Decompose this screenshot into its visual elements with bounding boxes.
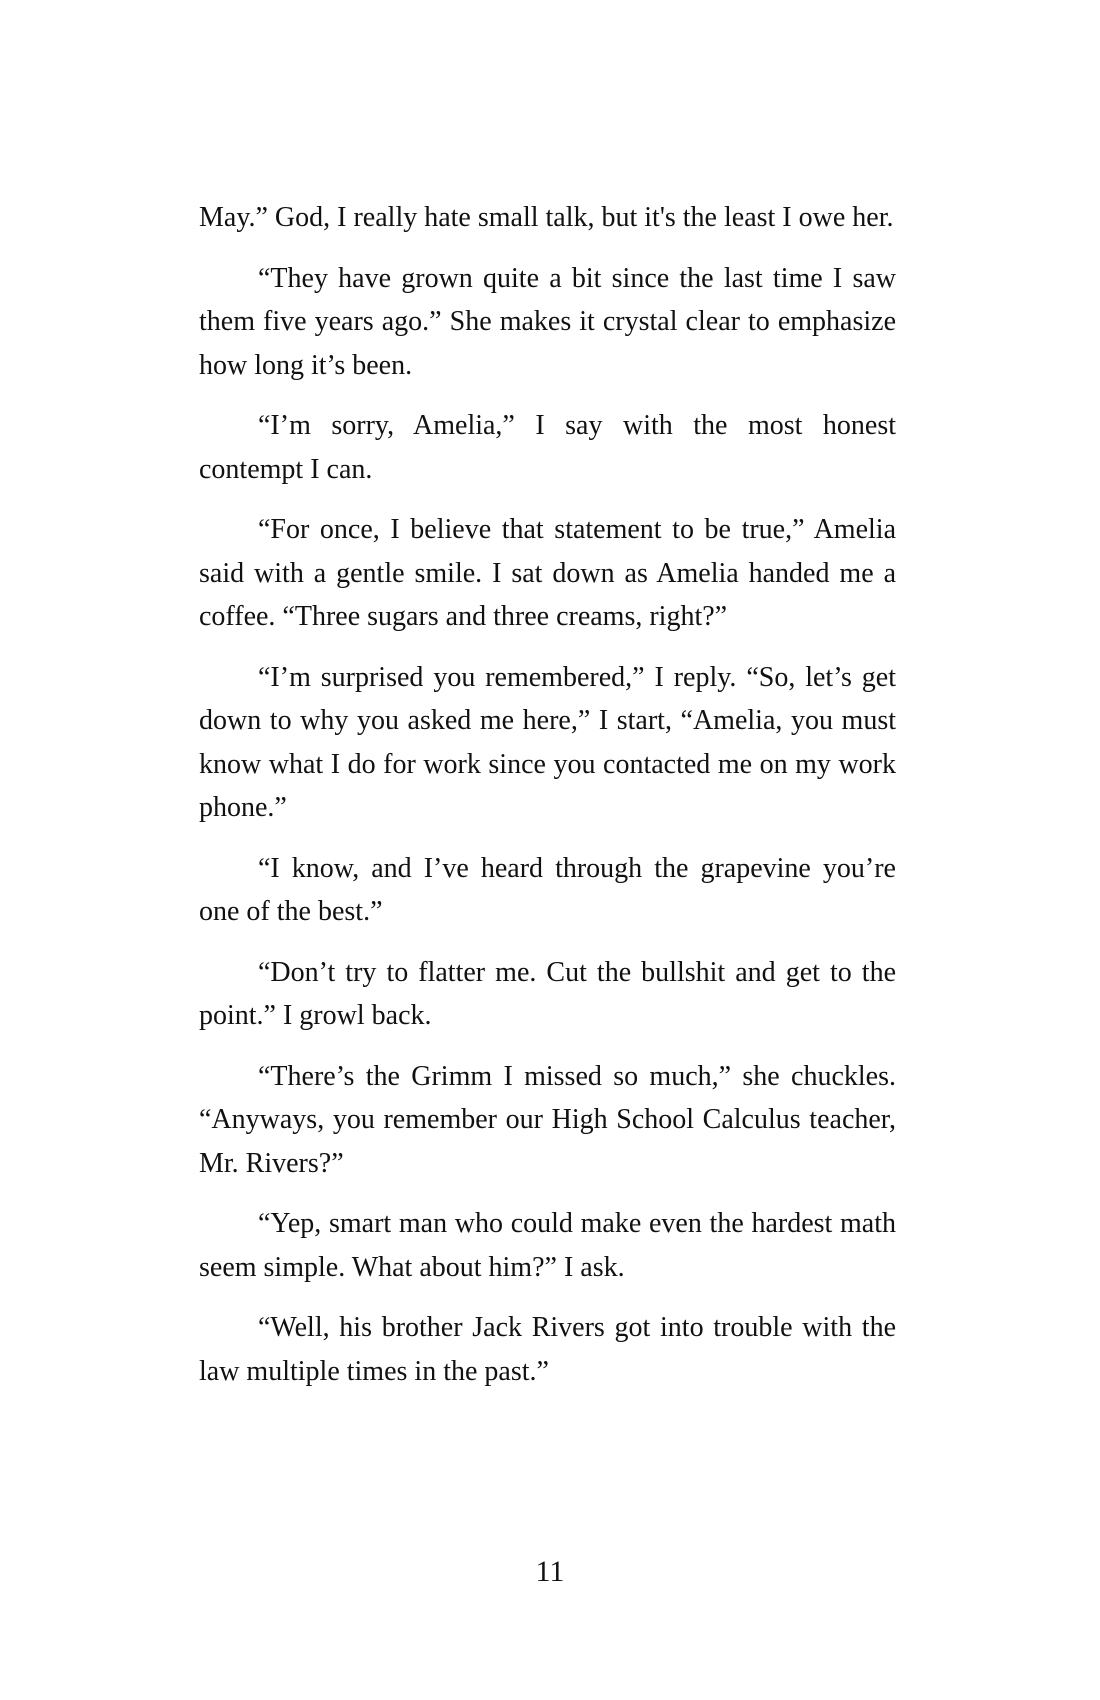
paragraph-10: “Well, his brother Jack Rivers got into trouble with the law multiple times in the past.”: [199, 1312, 896, 1387]
paragraph-6: “I know, and I’ve heard through the grapevine you’re one of the best.”: [199, 852, 896, 927]
paragraph-4: “For once, I believe that statement to be true,” Amelia said with a gentle smile. I sat down as Amelia handed me a coffee. “Three sugars and three creams, right?”: [199, 514, 896, 632]
paragraph-2: “They have grown quite a bit since the last time I saw them five years ago.” She makes it crystal clear to emphasize how long it’s been.: [199, 262, 896, 381]
paragraph-9: “Yep, smart man who could make even the hardest math seem simple. What about him?” I ask.: [199, 1208, 896, 1283]
page-body: [199, 196, 896, 1410]
page-number: 11: [535, 1555, 565, 1588]
paragraph-3: “I’m sorry, Amelia,” I say with the most honest contempt I can.: [199, 410, 896, 485]
paragraph-7: “Don’t try to flatter me. Cut the bullshit and get to the point.” I growl back.: [199, 956, 896, 1031]
paragraph-1: May.” God, I really hate small talk, but it's the least I owe her.: [199, 202, 894, 233]
paragraph-5: “I’m surprised you remembered,” I reply. “So, let’s get down to why you asked me here,” I start, “Amelia, you must know what I do for work since you contacted me on my work phone.”: [199, 661, 896, 823]
paragraph-8: “There’s the Grimm I missed so much,” she chuckles. “Anyways, you remember our High School Calculus teacher, Mr. Rivers?”: [199, 1060, 896, 1179]
